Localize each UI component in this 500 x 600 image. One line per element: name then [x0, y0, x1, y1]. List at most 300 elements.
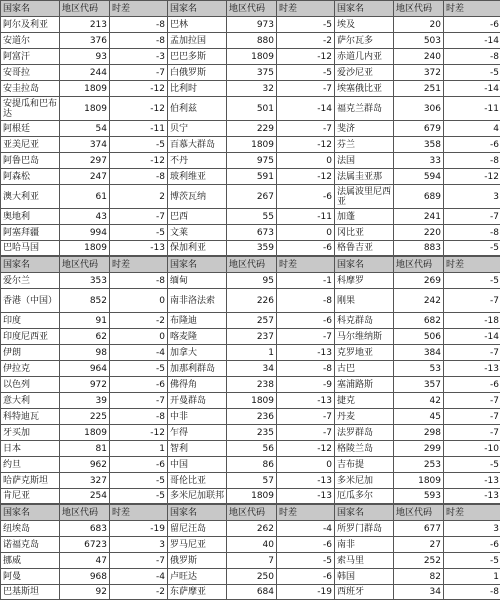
country-name-cell: 罗马尼亚 — [170, 539, 207, 550]
country-name-cell: 所罗门群岛 — [337, 523, 383, 534]
time-diff-cell: -11 — [443, 97, 500, 120]
table-row — [335, 96, 500, 120]
time-diff-cell: -6 — [276, 569, 334, 584]
area-code-cell: 86 — [226, 457, 276, 472]
time-diff-cell: -7 — [443, 345, 500, 360]
country-name-cell: 不丹 — [170, 155, 189, 166]
country-name-cell: 安圭拉岛 — [3, 83, 40, 94]
country-name-cell: 冈比亚 — [337, 227, 365, 238]
header-country-name: 国家名 — [168, 505, 226, 520]
time-diff-cell: 1 — [109, 441, 167, 456]
country-name-cell: 法罗群岛 — [337, 427, 374, 438]
area-code-cell: 32 — [226, 81, 276, 96]
header-time-diff: 时差 — [276, 505, 334, 520]
country-name-cell: 布隆迪 — [170, 315, 198, 326]
header-time-diff: 时差 — [109, 1, 167, 16]
time-diff-cell: -5 — [443, 241, 500, 255]
country-name-cell: 喀麦隆 — [170, 331, 198, 342]
time-diff-cell: -8 — [109, 33, 167, 48]
area-code-cell: 39 — [59, 393, 109, 408]
time-diff-cell: -7 — [109, 65, 167, 80]
country-name-cell: 法国 — [337, 155, 356, 166]
area-code-cell: 242 — [393, 289, 443, 312]
area-code-cell: 91 — [59, 313, 109, 328]
header-time-diff: 时差 — [443, 505, 500, 520]
country-name-cell: 文莱 — [170, 227, 189, 238]
time-diff-cell: -2 — [109, 313, 167, 328]
time-diff-cell: -6 — [276, 537, 334, 552]
time-diff-cell: -7 — [276, 425, 334, 440]
header-country-name: 国家名 — [168, 257, 226, 272]
table-row — [1, 208, 167, 224]
time-diff-cell: -2 — [109, 585, 167, 599]
country-name-cell: 香港（中国） — [3, 295, 58, 306]
table-row — [1, 472, 167, 488]
country-name-cell: 澳大利亚 — [3, 191, 40, 202]
table-row — [335, 64, 500, 80]
table-row — [1, 48, 167, 64]
time-diff-cell: -7 — [276, 121, 334, 136]
area-code-cell: 501 — [226, 97, 276, 120]
table-row — [168, 184, 334, 208]
area-code-cell: 34 — [393, 585, 443, 599]
table-row — [168, 328, 334, 344]
time-diff-cell: -18 — [443, 313, 500, 328]
area-code-cell: 269 — [393, 273, 443, 288]
table-row — [335, 312, 500, 328]
area-code-cell: 34 — [226, 361, 276, 376]
area-code-cell: 306 — [393, 97, 443, 120]
country-name-cell: 格陵兰岛 — [337, 443, 374, 454]
time-diff-cell: -7 — [109, 553, 167, 568]
country-name-cell: 哈萨克斯坦 — [3, 475, 49, 486]
table-row — [335, 536, 500, 552]
table-row — [168, 520, 334, 536]
area-code-cell: 237 — [226, 329, 276, 344]
table-section-2 — [0, 256, 500, 504]
table-row — [1, 224, 167, 240]
time-diff-cell: 4 — [443, 121, 500, 136]
table-row — [1, 456, 167, 472]
country-name-cell: 约旦 — [3, 459, 22, 470]
time-diff-cell: -5 — [276, 65, 334, 80]
area-code-cell: 994 — [59, 225, 109, 240]
country-name-cell: 以色列 — [3, 379, 31, 390]
country-name-cell: 爱尔兰 — [3, 275, 31, 286]
column-block-1 — [0, 504, 167, 600]
area-code-cell: 375 — [226, 65, 276, 80]
column-block-2 — [167, 0, 334, 256]
area-code-cell: 251 — [393, 81, 443, 96]
table-row — [1, 32, 167, 48]
table-row — [1, 584, 167, 600]
country-name-cell: 意大利 — [3, 395, 31, 406]
time-diff-cell: -19 — [276, 585, 334, 599]
time-diff-cell: -5 — [109, 361, 167, 376]
time-diff-cell: 3 — [443, 521, 500, 536]
time-diff-cell: -14 — [443, 81, 500, 96]
area-code-cell: 677 — [393, 521, 443, 536]
time-diff-cell: -8 — [443, 225, 500, 240]
country-name-cell: 阿森松 — [3, 171, 31, 182]
table-row — [335, 136, 500, 152]
country-name-cell: 古巴 — [337, 363, 356, 374]
time-diff-cell: -12 — [109, 81, 167, 96]
country-name-cell: 阿塞拜疆 — [3, 227, 40, 238]
table-row — [168, 272, 334, 288]
country-name-cell: 中非 — [170, 411, 189, 422]
table-row — [1, 312, 167, 328]
area-code-cell: 591 — [226, 169, 276, 184]
area-code-cell: 682 — [393, 313, 443, 328]
area-code-cell: 6723 — [59, 537, 109, 552]
country-name-cell: 阿富汗 — [3, 51, 31, 62]
time-diff-cell: 3 — [443, 185, 500, 208]
header-area-code: 地区代码 — [393, 257, 443, 272]
table-row — [168, 96, 334, 120]
table-row — [335, 440, 500, 456]
table-row — [168, 568, 334, 584]
country-name-cell: 肯尼亚 — [3, 491, 31, 501]
country-name-cell: 塞浦路斯 — [337, 379, 374, 390]
table-row — [1, 424, 167, 440]
time-diff-cell: -12 — [109, 425, 167, 440]
table-row — [335, 392, 500, 408]
time-diff-cell: -11 — [276, 209, 334, 224]
area-code-cell: 53 — [393, 361, 443, 376]
area-code-cell: 82 — [393, 569, 443, 584]
area-code-cell: 225 — [59, 409, 109, 424]
area-code-cell: 236 — [226, 409, 276, 424]
header-row — [335, 256, 500, 272]
time-diff-cell: -7 — [276, 81, 334, 96]
country-name-cell: 百慕大群岛 — [170, 139, 216, 150]
time-diff-cell: -13 — [276, 473, 334, 488]
area-code-cell: 593 — [393, 489, 443, 503]
header-area-code: 地区代码 — [59, 505, 109, 520]
table-row — [168, 136, 334, 152]
area-code-cell: 252 — [393, 553, 443, 568]
header-time-diff: 时差 — [109, 257, 167, 272]
country-name-cell: 芬兰 — [337, 139, 356, 150]
time-diff-cell: -5 — [276, 553, 334, 568]
area-code-cell: 683 — [59, 521, 109, 536]
header-area-code: 地区代码 — [226, 505, 276, 520]
table-row — [1, 376, 167, 392]
country-name-cell: 诺福克岛 — [3, 539, 40, 550]
column-block-3 — [334, 504, 500, 600]
header-area-code: 地区代码 — [59, 1, 109, 16]
area-code-cell: 1809 — [226, 489, 276, 503]
time-diff-cell: -7 — [276, 409, 334, 424]
column-block-1 — [0, 0, 167, 256]
country-name-cell: 多米尼加 — [337, 475, 374, 486]
country-name-cell: 法属波里尼西亚 — [337, 186, 392, 207]
time-diff-cell: -4 — [109, 569, 167, 584]
table-row — [168, 240, 334, 256]
table-row — [1, 536, 167, 552]
area-code-cell: 20 — [393, 17, 443, 32]
area-code-cell: 327 — [59, 473, 109, 488]
area-code-cell: 975 — [226, 153, 276, 168]
time-diff-cell: -3 — [109, 49, 167, 64]
time-diff-cell: -6 — [443, 17, 500, 32]
time-diff-cell: -14 — [443, 329, 500, 344]
country-name-cell: 多米尼加联邦 — [170, 491, 225, 501]
time-diff-cell: -5 — [109, 225, 167, 240]
time-diff-cell: -8 — [109, 169, 167, 184]
area-code-cell: 359 — [226, 241, 276, 255]
time-diff-cell: -6 — [109, 377, 167, 392]
column-block-2 — [167, 504, 334, 600]
table-row — [1, 568, 167, 584]
table-section-1 — [0, 0, 500, 256]
country-name-cell: 阿尔及利亚 — [3, 19, 49, 30]
table-row — [335, 376, 500, 392]
country-name-cell: 博茨瓦纳 — [170, 191, 207, 202]
header-row — [168, 504, 334, 520]
table-row — [335, 552, 500, 568]
country-name-cell: 东萨摩亚 — [170, 587, 207, 597]
header-row — [168, 0, 334, 16]
time-diff-cell: -12 — [276, 441, 334, 456]
table-row — [335, 568, 500, 584]
area-code-cell: 299 — [393, 441, 443, 456]
table-row — [335, 360, 500, 376]
country-name-cell: 加拿大 — [170, 347, 198, 358]
area-code-cell: 27 — [393, 537, 443, 552]
country-name-cell: 伊朗 — [3, 347, 22, 358]
area-code-cell: 503 — [393, 33, 443, 48]
time-diff-cell: -6 — [276, 313, 334, 328]
country-name-cell: 巴西 — [170, 211, 189, 222]
country-name-cell: 日本 — [3, 443, 22, 454]
table-row — [1, 392, 167, 408]
country-name-cell: 法属圭亚那 — [337, 171, 383, 182]
area-code-cell: 241 — [393, 209, 443, 224]
column-block-1 — [0, 256, 167, 504]
area-code-cell: 62 — [59, 329, 109, 344]
header-area-code: 地区代码 — [393, 505, 443, 520]
table-row — [335, 520, 500, 536]
country-name-cell: 科摩罗 — [337, 275, 365, 286]
area-code-cell: 689 — [393, 185, 443, 208]
time-diff-cell: -13 — [109, 241, 167, 255]
table-row — [168, 312, 334, 328]
area-code-cell: 1809 — [59, 241, 109, 255]
table-row — [1, 168, 167, 184]
area-code-cell: 226 — [226, 289, 276, 312]
time-diff-cell: -5 — [109, 489, 167, 503]
area-code-cell: 376 — [59, 33, 109, 48]
table-row — [1, 440, 167, 456]
table-row — [168, 552, 334, 568]
area-code-cell: 61 — [59, 185, 109, 208]
table-row — [168, 208, 334, 224]
header-row — [1, 256, 167, 272]
table-row — [335, 152, 500, 168]
time-diff-cell: -7 — [109, 393, 167, 408]
table-row — [1, 184, 167, 208]
area-code-cell: 353 — [59, 273, 109, 288]
area-code-cell: 244 — [59, 65, 109, 80]
country-name-cell: 留尼汪岛 — [170, 523, 207, 534]
country-name-cell: 加蓬 — [337, 211, 356, 222]
table-row — [335, 328, 500, 344]
area-code-cell: 40 — [226, 537, 276, 552]
country-name-cell: 克罗地亚 — [337, 347, 374, 358]
area-code-cell: 1809 — [226, 393, 276, 408]
header-time-diff: 时差 — [443, 257, 500, 272]
table-row — [335, 240, 500, 256]
time-diff-cell: -5 — [109, 137, 167, 152]
country-name-cell: 乍得 — [170, 427, 189, 438]
country-name-cell: 斐济 — [337, 123, 356, 134]
time-diff-cell: 1 — [443, 569, 500, 584]
time-diff-cell: -13 — [276, 393, 334, 408]
table-row — [1, 272, 167, 288]
country-name-cell: 厄瓜多尔 — [337, 491, 374, 501]
country-name-cell: 丹麦 — [337, 411, 356, 422]
country-name-cell: 埃及 — [337, 19, 356, 30]
table-row — [168, 80, 334, 96]
time-diff-cell: -6 — [443, 537, 500, 552]
table-row — [168, 424, 334, 440]
area-code-cell: 374 — [59, 137, 109, 152]
time-diff-cell: -4 — [109, 345, 167, 360]
header-country-name: 国家名 — [1, 1, 59, 16]
time-diff-cell: -7 — [443, 393, 500, 408]
time-diff-cell: -7 — [443, 209, 500, 224]
country-name-cell: 南非洛法索 — [170, 295, 216, 306]
country-name-cell: 卢旺达 — [170, 571, 198, 582]
table-row — [335, 288, 500, 312]
country-name-cell: 印度 — [3, 315, 22, 326]
time-diff-cell: -5 — [276, 17, 334, 32]
table-row — [335, 344, 500, 360]
country-name-cell: 科特迪瓦 — [3, 411, 40, 422]
area-code-cell: 253 — [393, 457, 443, 472]
country-name-cell: 智利 — [170, 443, 189, 454]
country-name-cell: 安提瓜和巴布达 — [3, 98, 58, 119]
country-name-cell: 马尔维纳斯 — [337, 331, 383, 342]
country-name-cell: 牙买加 — [3, 427, 31, 438]
time-diff-cell: -1 — [276, 273, 334, 288]
header-row — [168, 256, 334, 272]
header-area-code: 地区代码 — [226, 257, 276, 272]
table-row — [168, 360, 334, 376]
header-area-code: 地区代码 — [226, 1, 276, 16]
area-code-cell: 372 — [393, 65, 443, 80]
country-name-cell: 保加利亚 — [170, 243, 207, 253]
area-code-cell: 55 — [226, 209, 276, 224]
table-row — [168, 288, 334, 312]
area-code-cell: 1 — [226, 345, 276, 360]
area-code-cell: 673 — [226, 225, 276, 240]
table-row — [335, 48, 500, 64]
table-row — [335, 184, 500, 208]
area-code-cell: 384 — [393, 345, 443, 360]
area-code-cell: 238 — [226, 377, 276, 392]
time-diff-cell: -8 — [109, 409, 167, 424]
country-name-cell: 刚果 — [337, 295, 356, 306]
time-diff-cell: -14 — [443, 33, 500, 48]
area-code-cell: 56 — [226, 441, 276, 456]
time-diff-cell: -6 — [276, 241, 334, 255]
country-name-cell: 亚美尼亚 — [3, 139, 40, 150]
table-row — [1, 240, 167, 256]
time-diff-cell: -8 — [443, 49, 500, 64]
area-code-cell: 45 — [393, 409, 443, 424]
time-diff-cell: -13 — [443, 489, 500, 503]
country-name-cell: 埃塞俄比亚 — [337, 83, 383, 94]
area-code-cell: 973 — [226, 17, 276, 32]
header-time-diff: 时差 — [443, 1, 500, 16]
country-name-cell: 安哥拉 — [3, 67, 31, 78]
time-diff-cell: -7 — [276, 329, 334, 344]
area-code-cell: 964 — [59, 361, 109, 376]
area-code-cell: 43 — [59, 209, 109, 224]
table-row — [1, 408, 167, 424]
time-diff-cell: -6 — [109, 457, 167, 472]
area-code-cell: 267 — [226, 185, 276, 208]
header-country-name: 国家名 — [335, 257, 393, 272]
table-section-3 — [0, 504, 500, 600]
country-name-cell: 白俄罗斯 — [170, 67, 207, 78]
table-row — [168, 376, 334, 392]
country-name-cell: 玻利维亚 — [170, 171, 207, 182]
time-diff-cell: -5 — [109, 473, 167, 488]
table-row — [1, 344, 167, 360]
time-diff-cell: 3 — [109, 537, 167, 552]
area-code-cell: 250 — [226, 569, 276, 584]
table-row — [168, 64, 334, 80]
area-code-cell: 358 — [393, 137, 443, 152]
time-diff-cell: 2 — [109, 185, 167, 208]
area-code-cell: 852 — [59, 289, 109, 312]
area-code-cell: 93 — [59, 49, 109, 64]
header-area-code: 地区代码 — [59, 257, 109, 272]
area-code-cell: 98 — [59, 345, 109, 360]
time-diff-cell: -7 — [443, 289, 500, 312]
table-row — [1, 152, 167, 168]
country-name-cell: 巴林 — [170, 19, 189, 30]
country-name-cell: 佛得角 — [170, 379, 198, 390]
area-code-cell: 883 — [393, 241, 443, 255]
table-row — [335, 456, 500, 472]
country-name-cell: 比利时 — [170, 83, 198, 94]
time-diff-cell: -19 — [109, 521, 167, 536]
area-code-cell: 257 — [226, 313, 276, 328]
time-diff-cell: -14 — [276, 97, 334, 120]
country-name-cell: 南非 — [337, 539, 356, 550]
area-code-cell: 1809 — [59, 81, 109, 96]
time-diff-cell: -7 — [443, 425, 500, 440]
header-country-name: 国家名 — [335, 1, 393, 16]
table-row — [168, 152, 334, 168]
area-code-cell: 95 — [226, 273, 276, 288]
country-name-cell: 西班牙 — [337, 587, 365, 597]
table-row — [335, 272, 500, 288]
table-row — [1, 552, 167, 568]
table-row — [168, 48, 334, 64]
time-diff-cell: -12 — [443, 169, 500, 184]
header-country-name: 国家名 — [168, 1, 226, 16]
country-name-cell: 萨尔瓦多 — [337, 35, 374, 46]
table-row — [1, 136, 167, 152]
country-name-cell: 加那利群岛 — [170, 363, 216, 374]
area-code-cell: 962 — [59, 457, 109, 472]
